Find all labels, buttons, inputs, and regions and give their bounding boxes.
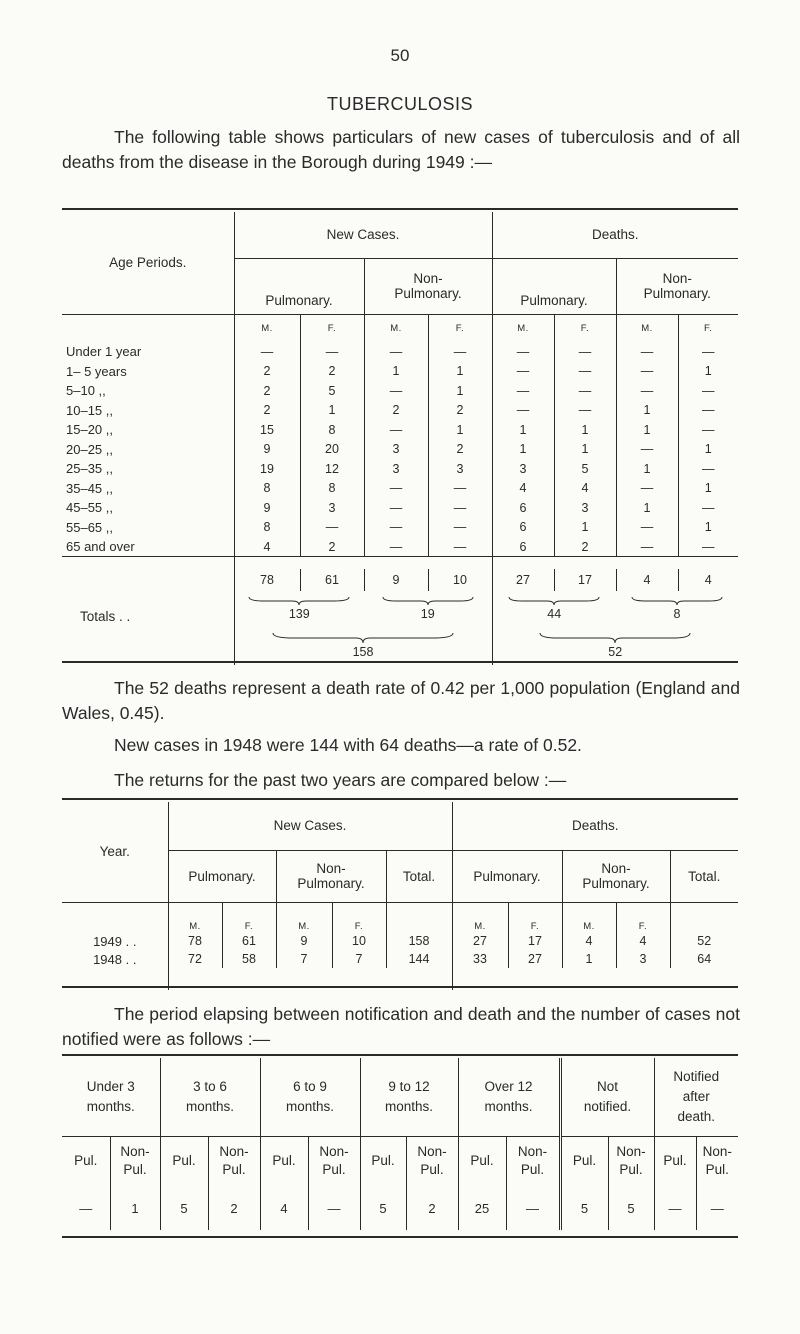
- table-cell: 5: [560, 1186, 608, 1230]
- table-cell: —: [364, 537, 428, 557]
- table-cell: 1: [616, 401, 678, 421]
- table-cell: 3: [300, 498, 364, 518]
- table-cell: 8: [300, 479, 364, 499]
- sex-label: M.: [364, 314, 428, 342]
- sex-label: F.: [428, 314, 492, 342]
- sex-label: M.: [492, 314, 554, 342]
- sex-label: F.: [332, 902, 386, 932]
- non-pul-header: Non- Pul.: [208, 1136, 260, 1186]
- table-cell: 3: [364, 459, 428, 479]
- year-label: 1949 . .: [93, 933, 137, 949]
- table-cell: 3: [492, 459, 554, 479]
- table-cell: 27: [508, 950, 562, 968]
- table-cell: —: [364, 498, 428, 518]
- table-cell: —: [492, 401, 554, 421]
- table-cell: 5: [160, 1186, 208, 1230]
- table-row: [62, 537, 738, 557]
- subtotal-cell: 44: [492, 591, 616, 625]
- table2-bottom-rule: [62, 986, 738, 988]
- total-cell: 4: [616, 569, 678, 591]
- table-cell: 1: [110, 1186, 160, 1230]
- table-cell: 7: [276, 950, 332, 968]
- age-period-label: 10–15 ,,: [66, 402, 113, 418]
- non-pul-header: Non- Pul.: [110, 1136, 160, 1186]
- table-cell: 1: [678, 362, 738, 382]
- table1-totals-row: [62, 569, 738, 591]
- table-cell: 6: [492, 498, 554, 518]
- table-cell: 5: [300, 381, 364, 401]
- table-cell: —: [300, 518, 364, 538]
- table-cell: 9: [234, 498, 300, 518]
- pul-header: Pul.: [360, 1136, 406, 1186]
- table-cell: —: [678, 459, 738, 479]
- table-cell: 1: [678, 440, 738, 460]
- total-cell: 61: [300, 569, 364, 591]
- table-cell: 1: [428, 362, 492, 382]
- table-row: [62, 498, 738, 518]
- table1-bottom-rule: [62, 661, 738, 663]
- table-cell: 58: [222, 950, 276, 968]
- age-period-label: 35–45 ,,: [66, 480, 113, 496]
- sex-label: M.: [562, 902, 616, 932]
- table-cell: 72: [168, 950, 222, 968]
- table-cell: 19: [234, 459, 300, 479]
- table-cell: 1: [678, 518, 738, 538]
- age-period-label: 65 and over: [66, 539, 135, 554]
- table-cell: 25: [458, 1186, 506, 1230]
- period-group-header: 3 to 6 months.: [160, 1058, 260, 1136]
- table-cell: 2: [428, 401, 492, 421]
- table-cell: 3: [616, 950, 670, 968]
- table-cell: 5: [360, 1186, 406, 1230]
- table-cell: —: [616, 362, 678, 382]
- notification-paragraph: The period elapsing between notification and death and the number of cases not notified were as follows :—: [62, 1004, 740, 1049]
- table1-deaths-non-pulmonary-header: Non- Pulmonary.: [616, 258, 738, 314]
- subtotal-cell: 19: [364, 591, 492, 625]
- table-cell: 1: [554, 518, 616, 538]
- table-cell: —: [428, 518, 492, 538]
- age-period-label: 1– 5 years: [66, 363, 127, 379]
- tuberculosis-age-table: [62, 212, 738, 665]
- total-cell: 78: [234, 569, 300, 591]
- table-cell: 1: [492, 440, 554, 460]
- table-cell: 6: [492, 537, 554, 557]
- table-cell: 2: [428, 440, 492, 460]
- pul-header: Pul.: [458, 1136, 506, 1186]
- table-cell: 1: [428, 381, 492, 401]
- non-pul-header: Non- Pul.: [608, 1136, 654, 1186]
- table-cell: 158: [386, 932, 452, 950]
- period-group-header: Not notified.: [560, 1058, 654, 1136]
- table-cell: —: [364, 381, 428, 401]
- table-row: [62, 932, 738, 950]
- age-period-label: 20–25 ,,: [66, 441, 113, 457]
- table-cell: —: [506, 1186, 560, 1230]
- table-cell: 8: [234, 479, 300, 499]
- table-cell: 4: [562, 932, 616, 950]
- table-cell: —: [554, 362, 616, 382]
- period-group-header: 9 to 12 months.: [360, 1058, 458, 1136]
- table-cell: —: [678, 498, 738, 518]
- table-cell: 3: [554, 498, 616, 518]
- table-cell: 2: [234, 401, 300, 421]
- table-row: [62, 440, 738, 460]
- table-cell: 2: [234, 381, 300, 401]
- sex-label: M.: [452, 902, 508, 932]
- table-row: [62, 950, 738, 968]
- brace-icon: [504, 595, 604, 607]
- table-cell: —: [428, 498, 492, 518]
- table-cell: —: [616, 381, 678, 401]
- table3-bottom-rule: [62, 1236, 738, 1238]
- table-cell: 4: [554, 479, 616, 499]
- sex-label: M.: [234, 314, 300, 342]
- table-row: [62, 459, 738, 479]
- cases-1948-paragraph: New cases in 1948 were 144 with 64 deaths—a rate of 0.52.: [114, 735, 582, 755]
- table-cell: 20: [300, 440, 364, 460]
- page-number: 50: [390, 46, 410, 65]
- table-cell: 1: [364, 362, 428, 382]
- age-period-label: 15–20 ,,: [66, 422, 113, 438]
- table-cell: 52: [670, 932, 738, 950]
- table-cell: —: [554, 342, 616, 362]
- table-cell: —: [554, 381, 616, 401]
- table-cell: 61: [222, 932, 276, 950]
- table-cell: 1: [554, 420, 616, 440]
- brace-icon: [244, 595, 354, 607]
- intro-paragraph: The following table shows particulars of new cases of tuberculosis and of all deaths from the disease in the Borough during 1949 :—: [62, 127, 740, 172]
- table-cell: —: [616, 342, 678, 362]
- table-cell: 5: [608, 1186, 654, 1230]
- table-cell: 1: [554, 440, 616, 460]
- table-row: [62, 401, 738, 421]
- table3-top-rule: [62, 1054, 738, 1056]
- table-cell: 1: [492, 420, 554, 440]
- table-cell: 2: [234, 362, 300, 382]
- age-period-label: Under 1 year: [66, 344, 142, 360]
- table2-new-cases-header: New Cases.: [168, 802, 452, 850]
- age-period-label: 5–10 ,,: [66, 383, 106, 399]
- table-cell: 1: [616, 498, 678, 518]
- table-cell: 10: [332, 932, 386, 950]
- table-row: [62, 479, 738, 499]
- table-cell: —: [364, 342, 428, 362]
- table-cell: 9: [276, 932, 332, 950]
- table-cell: —: [428, 342, 492, 362]
- page-title: TUBERCULOSIS: [326, 94, 474, 114]
- table1-deaths-header: Deaths.: [492, 212, 738, 258]
- total-cell: 4: [678, 569, 738, 591]
- grand-total-cell: 52: [492, 625, 738, 665]
- table-cell: 33: [452, 950, 508, 968]
- table2-top-rule: [62, 798, 738, 800]
- table-cell: 2: [300, 362, 364, 382]
- sex-label: F.: [678, 314, 738, 342]
- table2-deaths-non-pulmonary-header: Non- Pulmonary.: [562, 850, 670, 902]
- table-cell: —: [492, 362, 554, 382]
- table2-deaths-pulmonary-header: Pulmonary.: [452, 850, 562, 902]
- table-cell: —: [616, 518, 678, 538]
- table-cell: 1: [616, 420, 678, 440]
- grand-total-cell: 158: [234, 625, 492, 665]
- table-cell: 4: [260, 1186, 308, 1230]
- table-cell: 4: [234, 537, 300, 557]
- death-rate-paragraph: The 52 deaths represent a death rate of 0.42 per 1,000 population (England and Wales, 0.45).: [62, 678, 740, 723]
- two-year-comparison-table: [62, 802, 738, 990]
- table-cell: 4: [492, 479, 554, 499]
- table-cell: 1: [616, 459, 678, 479]
- table1-sex-header-row: [62, 314, 738, 342]
- sex-label: F.: [508, 902, 562, 932]
- table2-sex-header-row: [62, 902, 738, 932]
- table-cell: 6: [492, 518, 554, 538]
- pul-header: Pul.: [62, 1136, 110, 1186]
- table1-deaths-pulmonary-header: Pulmonary.: [492, 258, 616, 314]
- table-cell: 1: [562, 950, 616, 968]
- table-row: [62, 420, 738, 440]
- table-cell: 12: [300, 459, 364, 479]
- table-row: [62, 342, 738, 362]
- table-cell: 7: [332, 950, 386, 968]
- sex-label: F.: [222, 902, 276, 932]
- non-pul-header: Non- Pul.: [506, 1136, 560, 1186]
- table-cell: 8: [300, 420, 364, 440]
- table-cell: —: [616, 537, 678, 557]
- notification-period-table: [62, 1058, 738, 1230]
- table-cell: —: [616, 479, 678, 499]
- total-cell: 10: [428, 569, 492, 591]
- table-cell: 2: [406, 1186, 458, 1230]
- total-cell: 27: [492, 569, 554, 591]
- totals-label: Totals . .: [80, 609, 131, 624]
- table1-age-header: Age Periods.: [109, 255, 187, 271]
- pul-header: Pul.: [560, 1136, 608, 1186]
- age-period-label: 55–65 ,,: [66, 519, 113, 535]
- brace-icon: [268, 631, 458, 645]
- age-period-label: 25–35 ,,: [66, 461, 113, 477]
- table-cell: 1: [428, 420, 492, 440]
- subtotal-cell: 139: [234, 591, 364, 625]
- table-cell: —: [678, 342, 738, 362]
- sex-label: M.: [616, 314, 678, 342]
- table2-deaths-header: Deaths.: [452, 802, 738, 850]
- table-cell: 17: [508, 932, 562, 950]
- period-group-header: Over 12 months.: [458, 1058, 560, 1136]
- table-cell: —: [678, 420, 738, 440]
- table-cell: 78: [168, 932, 222, 950]
- table-row: [62, 518, 738, 538]
- table2-non-pulmonary-header: Non- Pulmonary.: [276, 850, 386, 902]
- table-cell: —: [654, 1186, 696, 1230]
- table-cell: 1: [300, 401, 364, 421]
- table-cell: —: [428, 479, 492, 499]
- total-cell: 9: [364, 569, 428, 591]
- table-cell: 8: [234, 518, 300, 538]
- table-cell: —: [364, 479, 428, 499]
- brace-icon: [627, 595, 727, 607]
- year-label: 1948 . .: [93, 951, 137, 967]
- table-cell: —: [492, 381, 554, 401]
- table-cell: 2: [300, 537, 364, 557]
- table-cell: —: [79, 1200, 93, 1216]
- table2-year-header: Year.: [99, 844, 130, 860]
- returns-paragraph: The returns for the past two years are compared below :—: [114, 770, 567, 790]
- subtotal-cell: 8: [616, 591, 738, 625]
- brace-icon: [378, 595, 478, 607]
- table-cell: 27: [452, 932, 508, 950]
- table-cell: —: [364, 420, 428, 440]
- table-cell: 1: [678, 479, 738, 499]
- sex-label: F.: [554, 314, 616, 342]
- table-cell: —: [696, 1186, 738, 1230]
- table-row: [62, 381, 738, 401]
- table-cell: 3: [364, 440, 428, 460]
- table-cell: —: [308, 1186, 360, 1230]
- table-cell: —: [554, 401, 616, 421]
- table-cell: 5: [554, 459, 616, 479]
- sex-label: M.: [276, 902, 332, 932]
- table-cell: —: [364, 518, 428, 538]
- sex-label: F.: [300, 314, 364, 342]
- table-cell: 144: [386, 950, 452, 968]
- sex-label: M.: [168, 902, 222, 932]
- sex-label: F.: [616, 902, 670, 932]
- non-pul-header: Non- Pul.: [406, 1136, 458, 1186]
- table-cell: —: [492, 342, 554, 362]
- table-cell: 2: [208, 1186, 260, 1230]
- table-cell: 2: [554, 537, 616, 557]
- table-cell: 15: [234, 420, 300, 440]
- table-cell: —: [300, 342, 364, 362]
- table1-non-pulmonary-header: Non- Pulmonary.: [364, 258, 492, 314]
- age-period-label: 45–55 ,,: [66, 500, 113, 516]
- table-cell: —: [678, 381, 738, 401]
- pul-header: Pul.: [160, 1136, 208, 1186]
- table2-deaths-total-header: Total.: [670, 850, 738, 902]
- table-cell: 2: [364, 401, 428, 421]
- table-cell: —: [616, 440, 678, 460]
- table1-pulmonary-header: Pulmonary.: [234, 258, 364, 314]
- non-pul-header: Non- Pul.: [696, 1136, 738, 1186]
- table-cell: 4: [616, 932, 670, 950]
- period-group-header: Under 3 months.: [86, 1078, 135, 1114]
- period-group-header: 6 to 9 months.: [260, 1058, 360, 1136]
- table-cell: 3: [428, 459, 492, 479]
- table1-top-rule: [62, 208, 738, 210]
- table-row: [62, 362, 738, 382]
- table2-pulmonary-header: Pulmonary.: [168, 850, 276, 902]
- pul-header: Pul.: [654, 1136, 696, 1186]
- table-cell: 64: [670, 950, 738, 968]
- non-pul-header: Non- Pul.: [308, 1136, 360, 1186]
- table1-new-cases-header: New Cases.: [234, 212, 492, 258]
- table2-total-header: Total.: [386, 850, 452, 902]
- table-cell: —: [678, 401, 738, 421]
- table-cell: —: [428, 537, 492, 557]
- table-cell: —: [678, 537, 738, 557]
- table-cell: 9: [234, 440, 300, 460]
- table-cell: —: [234, 342, 300, 362]
- pul-header: Pul.: [260, 1136, 308, 1186]
- brace-icon: [535, 631, 695, 645]
- total-cell: 17: [554, 569, 616, 591]
- period-group-header: Notified after death.: [654, 1058, 738, 1136]
